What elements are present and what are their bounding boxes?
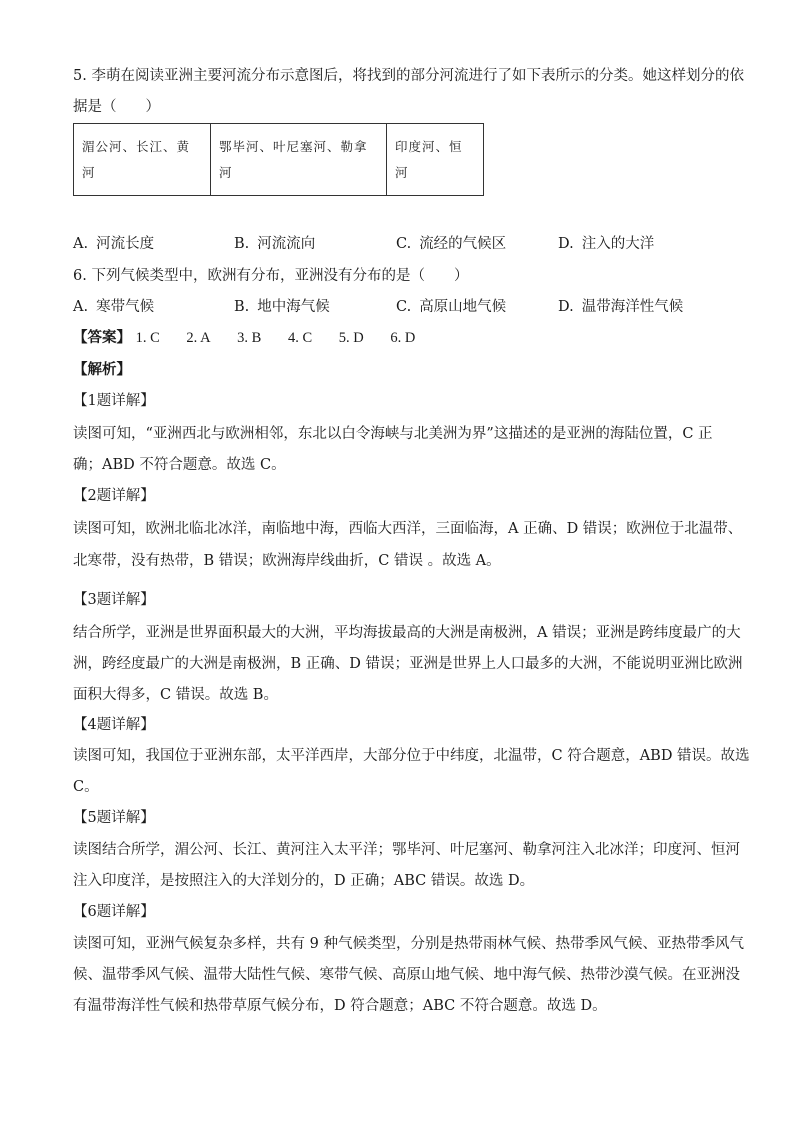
answer-item: 1. C [135, 330, 160, 346]
option-text: 河流长度 [96, 236, 155, 252]
q6-options [73, 297, 713, 317]
answer-label: 【答案】 [73, 329, 131, 346]
q5-option-c [396, 234, 506, 254]
option-letter: D. [558, 236, 574, 252]
detail-4-heading: 【4题详解】 [73, 717, 155, 733]
detail-2-line: 读图可知，欧洲北临北冰洋，南临地中海，西临大西洋，三面临海，A 正确、D 错误；欧洲位于北温带、 [73, 521, 743, 537]
table-cell-pacific-rivers [74, 124, 211, 196]
answer-item: 2. A [186, 330, 211, 346]
detail-1-line: 读图可知，“亚洲西北与欧洲相邻，东北以白令海峡与北美洲为界”这描述的是亚洲的海陆位置，C 正 [73, 426, 713, 442]
option-text: 流经的气候区 [419, 236, 507, 252]
q5-options [73, 234, 713, 254]
q5-option-d [558, 234, 654, 254]
detail-1-heading: 【1题详解】 [73, 393, 155, 409]
analysis-label: 【解析】 [73, 361, 131, 378]
cell-line: 河 [395, 165, 409, 180]
option-letter: B. [234, 299, 250, 315]
q6-option-a [73, 297, 154, 317]
q6-option-b [234, 297, 330, 317]
q6-option-c [396, 297, 506, 317]
option-text: 温带海洋性气候 [581, 299, 684, 315]
q5-option-a [73, 234, 154, 254]
river-classification-table [73, 123, 484, 196]
detail-6-heading: 【6题详解】 [73, 904, 155, 920]
option-text: 高原山地气候 [419, 299, 507, 315]
answer-item: 6. D [390, 330, 416, 346]
detail-3-heading: 【3题详解】 [73, 592, 155, 608]
cell-line: 河 [82, 165, 96, 180]
table-row [74, 124, 484, 196]
option-letter: A. [73, 299, 89, 315]
detail-5-line: 读图结合所学，湄公河、长江、黄河注入太平洋；鄂毕河、叶尼塞河、勒拿河注入北冰洋；印度河、恒河 [73, 842, 740, 858]
detail-6-line: 候、温带季风气候、温带大陆性气候、寒带气候、高原山地气候、地中海气候、热带沙漠气候。在亚洲没 [73, 967, 740, 983]
detail-2-heading: 【2题详解】 [73, 488, 155, 504]
detail-6-line: 有温带海洋性气候和热带草原气候分布，D 符合题意；ABC 不符合题意。故选 D。 [73, 998, 607, 1014]
q6-option-d [558, 297, 683, 317]
detail-4-line: C。 [73, 779, 99, 795]
answer-row [73, 328, 437, 348]
detail-3-line: 结合所学，亚洲是世界面积最大的大洲，平均海拔最高的大洲是南极洲，A 错误；亚洲是跨纬度最广的大 [73, 625, 741, 641]
detail-5-line: 注入印度洋，是按照注入的大洋划分的，D 正确；ABC 错误。故选 D。 [73, 873, 535, 889]
answer-item: 5. D [338, 330, 364, 346]
option-letter: C. [396, 236, 412, 252]
detail-3-line: 洲，跨经度最广的大洲是南极洲，B 正确、D 错误；亚洲是世界上人口最多的大洲，不能说明亚洲比欧洲 [73, 656, 743, 672]
option-text: 河流流向 [257, 236, 316, 252]
option-text: 注入的大洋 [581, 236, 655, 252]
q5-stem-line1: 5. 李萌在阅读亚洲主要河流分布示意图后，将找到的部分河流进行了如下表所示的分类。她这样划分的依 [73, 68, 744, 84]
detail-4-line: 读图可知，我国位于亚洲东部，太平洋西岸，大部分位于中纬度，北温带，C 符合题意，ABD 错误。故选 [73, 748, 750, 764]
table-cell-indian-rivers [387, 124, 484, 196]
cell-line: 鄂毕河、叶尼塞河、勒拿 [219, 139, 368, 154]
cell-line: 河 [219, 165, 233, 180]
option-letter: C. [396, 299, 412, 315]
answer-item: 4. C [287, 330, 313, 346]
option-text: 寒带气候 [96, 299, 155, 315]
detail-1-line: 确；ABD 不符合题意。故选 C。 [73, 457, 286, 473]
cell-line: 湄公河、长江、黄 [82, 139, 191, 154]
option-text: 地中海气候 [257, 299, 330, 315]
answer-item: 3. B [237, 330, 262, 346]
table-cell-arctic-rivers [211, 124, 387, 196]
detail-6-line: 读图可知，亚洲气候复杂多样，共有 9 种气候类型，分别是热带雨林气候、热带季风气候、亚热带季风气 [73, 936, 744, 952]
detail-5-heading: 【5题详解】 [73, 810, 155, 826]
cell-line: 印度河、恒 [395, 139, 463, 154]
q6-stem: 6. 下列气候类型中，欧洲有分布，亚洲没有分布的是（ ） [73, 268, 469, 284]
option-letter: A. [73, 236, 89, 252]
q5-option-b [234, 234, 315, 254]
option-letter: D. [558, 299, 574, 315]
detail-3-line: 面积大得多，C 错误。故选 B。 [73, 687, 278, 703]
q5-stem-line2: 据是（ ） [73, 99, 160, 115]
option-letter: B. [234, 236, 250, 252]
detail-2-line: 北寒带，没有热带，B 错误；欧洲海岸线曲折，C 错误 。故选 A。 [73, 553, 501, 569]
